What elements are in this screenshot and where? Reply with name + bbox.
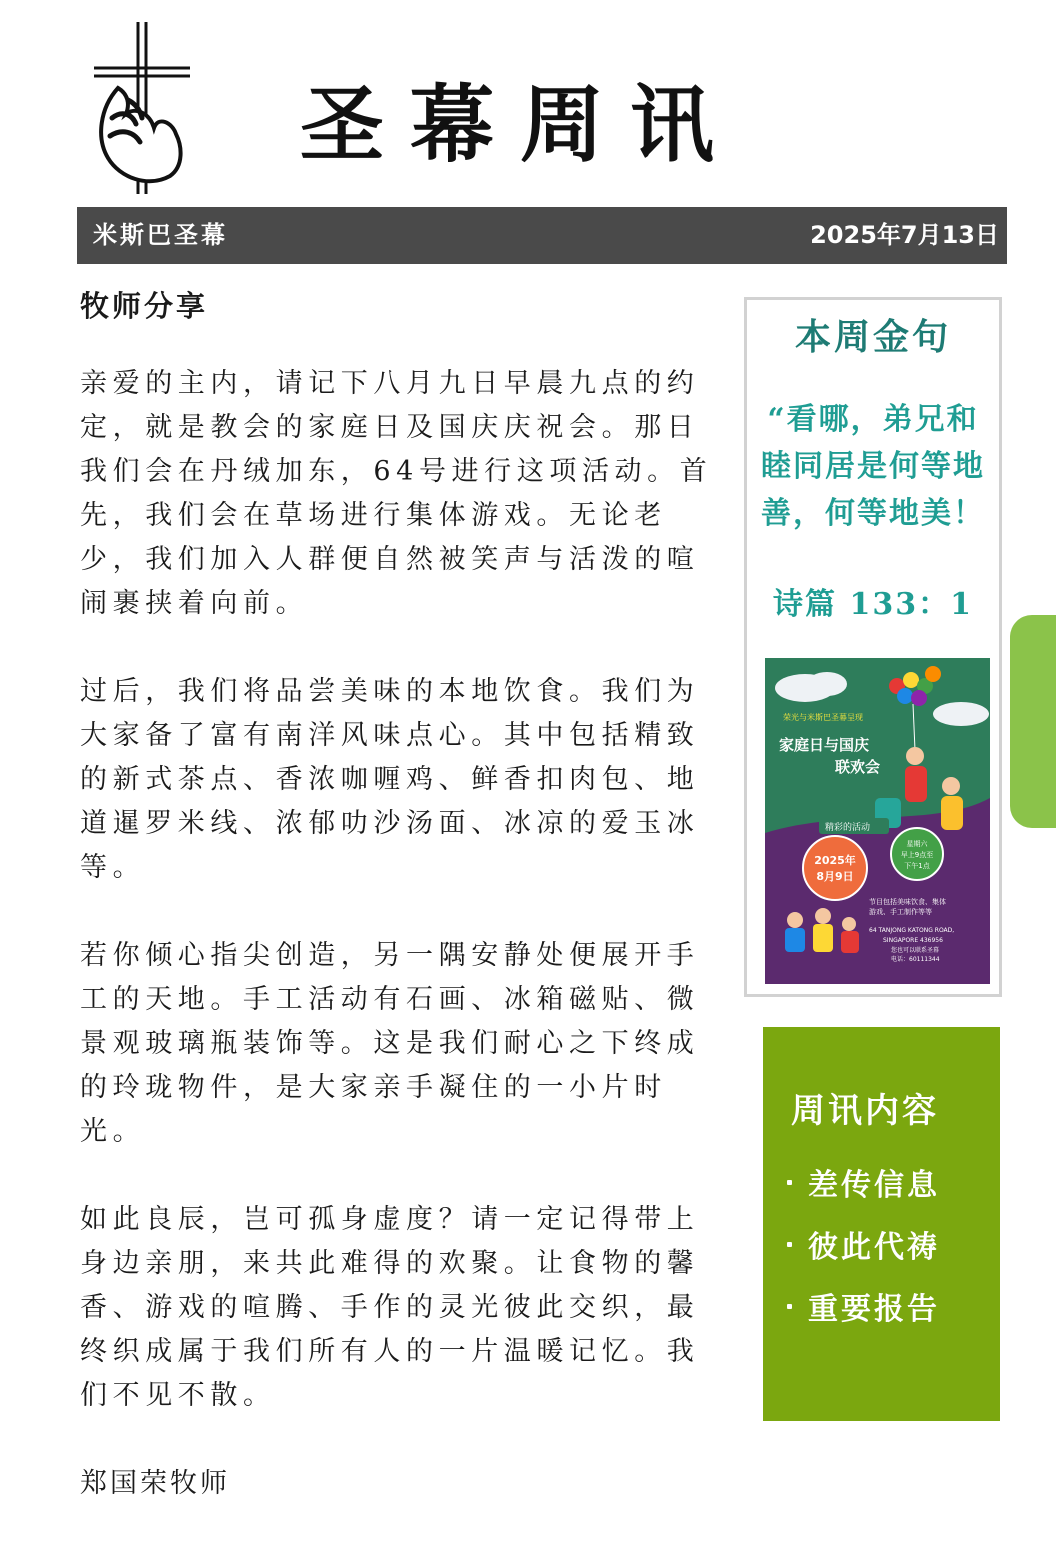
contents-item-label: 重要报告 [808, 1292, 940, 1327]
verse-heading: 本周金句 [794, 316, 951, 358]
article-body [80, 362, 726, 1550]
contents-item-2 [787, 1213, 940, 1275]
church-name: 米斯巴圣幕 [93, 221, 228, 249]
poster-time-line2: 早上9点至 [900, 851, 934, 859]
article-paragraph-3: 若你倾心指尖创造，另一隅安静处便展开手工的天地。手工活动有石画、冰箱磁贴、微景观玻璃瓶装饰等。这是我们耐心之下终成的玲珑物件，是大家亲手凝住的一小片时光。 [80, 940, 700, 1147]
weekly-verse-box [744, 297, 1002, 997]
event-poster [765, 658, 990, 984]
poster-address-line1: 64 TANJONG KATONG ROAD, [869, 927, 955, 934]
header-banner [77, 207, 1007, 264]
poster-time-line1: 星期六 [906, 840, 928, 848]
poster-activities-label: 精彩的活动 [825, 823, 871, 833]
contents-title: 周讯内容 [791, 1091, 939, 1131]
cross-flame-logo-icon [88, 18, 198, 198]
contents-item-label: 差传信息 [808, 1168, 940, 1203]
poster-program-line1: 节目包括美味饮食、集体 [869, 898, 946, 906]
bullet-icon [787, 1242, 792, 1247]
poster-contact-line1: 您也可以联系圣幕 [891, 947, 940, 954]
bullet-icon [787, 1304, 792, 1309]
contents-item-label: 彼此代祷 [808, 1230, 940, 1265]
poster-contact-line2: 电话：60111344 [891, 956, 940, 963]
side-tab [1010, 615, 1056, 828]
poster-date-line2: 8月9日 [816, 870, 854, 883]
poster-title-line2: 联欢会 [835, 758, 881, 776]
article-paragraph-1: 亲爱的主内，请记下八月九日早晨九点的约定，就是教会的家庭日及国庆庆祝会。那日我们会在丹绒加东，64号进行这项活动。首先，我们会在草场进行集体游戏。无论老少，我们加入人群便自然被笑声与活泼的喧闹裹挟着向前。 [80, 368, 713, 619]
contents-item-3 [787, 1275, 940, 1337]
poster-date-line1: 2025年 [814, 854, 856, 867]
poster-program-line2: 游戏、手工制作等等 [869, 908, 932, 916]
pastor-signature: 郑国荣牧师 [80, 1468, 230, 1499]
article-paragraph-4: 如此良辰，岂可孤身虚度？请一定记得带上身边亲朋，来共此难得的欢聚。让食物的馨香、游戏的喧腾、手作的灵光彼此交织，最终织成属于我们所有人的一片温暖记忆。我们不见不散。 [80, 1204, 700, 1411]
contents-box [763, 1027, 1000, 1421]
verse-reference: 诗篇 133：1 [773, 587, 973, 622]
poster-org: 荣光与米斯巴圣幕呈现 [783, 713, 863, 722]
article-paragraph-2: 过后，我们将品尝美味的本地饮食。我们为大家备了富有南洋风味点心。其中包括精致的新式茶点、香浓咖喱鸡、鲜香扣肉包、地道暹罗米线、浓郁叻沙汤面、冰凉的爱玉冰等。 [80, 676, 700, 883]
contents-item-1 [787, 1151, 940, 1213]
poster-address-line2: SINGAPORE 436956 [883, 937, 943, 944]
verse-text: “看哪，弟兄和睦同居是何等地善，何等地美！ [761, 402, 985, 531]
bullet-icon [787, 1180, 792, 1185]
newsletter-title: 圣幕周讯 [300, 76, 741, 174]
poster-time-line3: 下午1点 [904, 862, 930, 870]
article-heading: 牧师分享 [80, 289, 209, 323]
contents-list [787, 1151, 940, 1337]
poster-title-line1: 家庭日与国庆 [779, 736, 870, 754]
issue-date: 2025年7月13日 [810, 221, 999, 249]
